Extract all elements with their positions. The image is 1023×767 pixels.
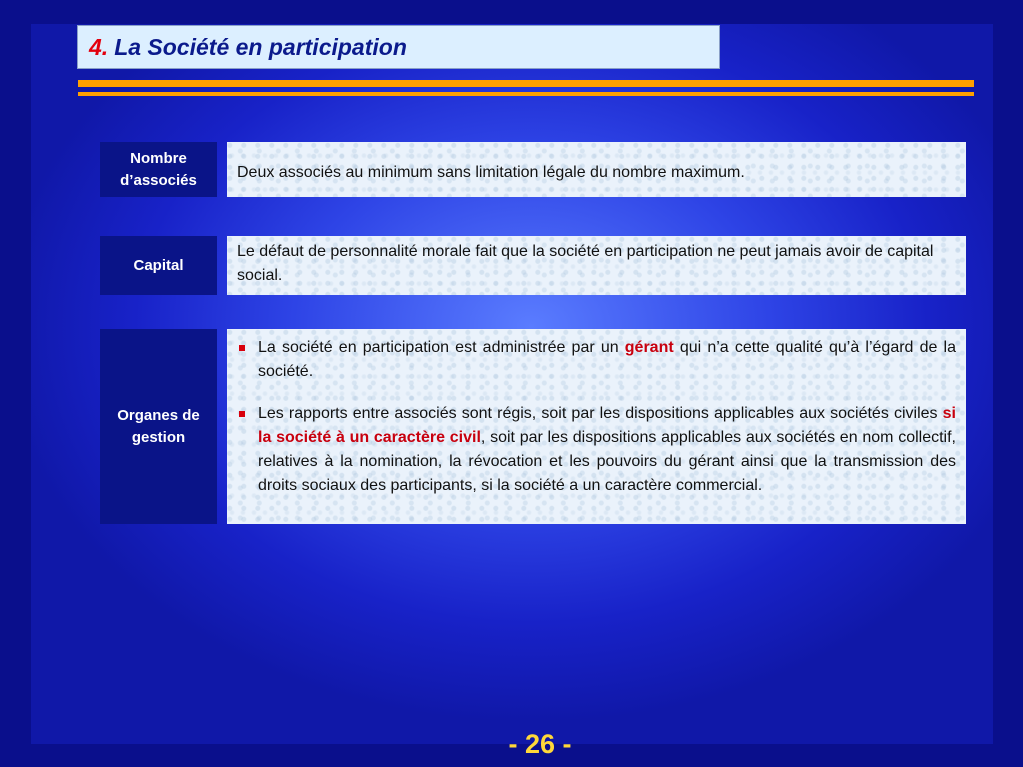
title-text: La Société en participation	[114, 33, 407, 60]
bullet-text-after: qui n’a cette qualité qu’à l’égard de la société.	[258, 339, 956, 380]
bullet-square-icon	[239, 345, 245, 351]
bullet-text-before: Les rapports entre associés sont régis, soit par les dispositions applicables aux sociétés civiles	[258, 405, 943, 422]
label-organes-gestion	[100, 329, 217, 524]
label-nombre-associes	[100, 142, 217, 197]
page-number: - 26 -	[508, 729, 572, 759]
content-capital	[227, 236, 966, 295]
label-text: Capital	[133, 256, 184, 274]
slide-title	[77, 25, 720, 69]
bullet-text-before: La société en participation est administrée par un	[258, 339, 625, 356]
title-number: 4.	[89, 33, 109, 60]
label-capital	[100, 236, 217, 295]
content-text: Le défaut de personnalité morale fait que la société en participation ne peut jamais avoir de capital social.	[237, 243, 934, 284]
content-text: Deux associés au minimum sans limitation légale du nombre maximum.	[237, 164, 745, 181]
list-item	[238, 402, 956, 498]
list-item	[238, 336, 956, 384]
label-text: Organes de gestion	[117, 406, 200, 446]
content-organes-gestion	[227, 329, 966, 524]
content-nombre-associes	[227, 142, 966, 197]
label-text: Nombre d’associés	[120, 149, 197, 189]
bullet-square-icon	[239, 411, 245, 417]
bullet-text-after: , soit par les dispositions applicables aux sociétés en nom collectif, relatives à la nomination, la révocation et les pouvoirs du gérant ainsi que la transmission des droits sociaux des participants, si la société a un caractère commercial.	[258, 429, 956, 494]
bullet-list	[238, 336, 956, 498]
title-rule-bottom	[78, 92, 974, 96]
bullet-highlight: gérant	[624, 339, 674, 356]
title-rule-top	[78, 80, 974, 87]
bullet-highlight: si la société à un caractère civil	[258, 405, 956, 446]
